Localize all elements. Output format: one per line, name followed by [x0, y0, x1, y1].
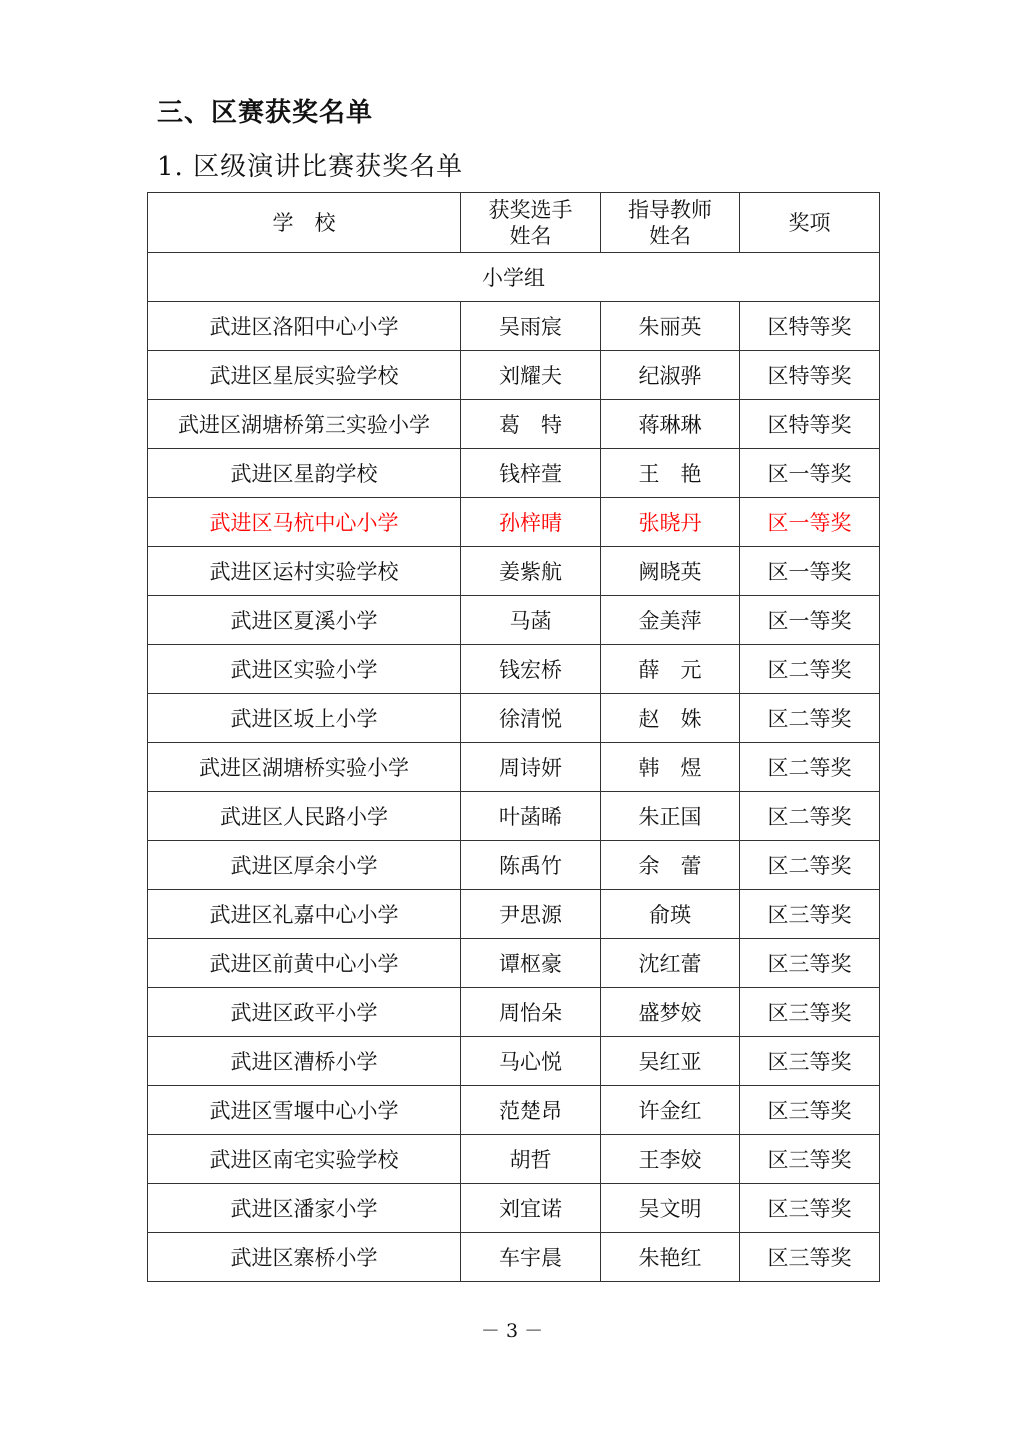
cell-school: 武进区寨桥小学	[148, 1233, 461, 1282]
cell-teacher: 纪淑骅	[601, 351, 740, 400]
cell-teacher: 赵 姝	[601, 694, 740, 743]
table-row	[148, 302, 880, 351]
cell-student: 马菡	[461, 596, 601, 645]
table-row	[148, 1086, 880, 1135]
cell-award: 区三等奖	[740, 1233, 880, 1282]
header-label: 姓名	[509, 223, 552, 248]
cell-award: 区一等奖	[740, 547, 880, 596]
cell-award: 区三等奖	[740, 1184, 880, 1233]
table-row	[148, 890, 880, 939]
table-row	[148, 547, 880, 596]
cell-school: 武进区南宅实验学校	[148, 1135, 461, 1184]
header-label: 奖项	[788, 210, 831, 235]
cell-school: 武进区湖塘桥第三实验小学	[148, 400, 461, 449]
cell-award: 区特等奖	[740, 302, 880, 351]
cell-student: 周诗妍	[461, 743, 601, 792]
cell-teacher: 余 蕾	[601, 841, 740, 890]
cell-student: 葛 特	[461, 400, 601, 449]
cell-school: 武进区潘家小学	[148, 1184, 461, 1233]
cell-teacher: 蒋琳琳	[601, 400, 740, 449]
cell-student: 马心悦	[461, 1037, 601, 1086]
table-row	[148, 645, 880, 694]
table-row	[148, 841, 880, 890]
cell-student: 范楚昂	[461, 1086, 601, 1135]
header-label: 指导教师	[628, 197, 712, 222]
table-row	[148, 743, 880, 792]
cell-award: 区三等奖	[740, 1037, 880, 1086]
table-row	[148, 1184, 880, 1233]
cell-teacher: 朱丽英	[601, 302, 740, 351]
cell-teacher: 沈红蕾	[601, 939, 740, 988]
cell-school: 武进区前黄中心小学	[148, 939, 461, 988]
header-award	[740, 193, 880, 253]
cell-award: 区三等奖	[740, 890, 880, 939]
cell-award: 区三等奖	[740, 1135, 880, 1184]
table-row	[148, 792, 880, 841]
group-row	[148, 253, 880, 302]
cell-student: 吴雨宸	[461, 302, 601, 351]
cell-school: 武进区坂上小学	[148, 694, 461, 743]
header-label: 学 校	[272, 210, 336, 235]
cell-award: 区一等奖	[740, 596, 880, 645]
cell-student: 刘耀夫	[461, 351, 601, 400]
cell-student: 刘宜诺	[461, 1184, 601, 1233]
group-label: 小学组	[148, 253, 880, 302]
cell-teacher: 王 艳	[601, 449, 740, 498]
cell-school: 武进区厚余小学	[148, 841, 461, 890]
cell-award: 区二等奖	[740, 743, 880, 792]
cell-award: 区三等奖	[740, 1086, 880, 1135]
cell-teacher: 盛梦姣	[601, 988, 740, 1037]
cell-award: 区特等奖	[740, 400, 880, 449]
table-row	[148, 351, 880, 400]
cell-teacher: 金美萍	[601, 596, 740, 645]
cell-award: 区三等奖	[740, 988, 880, 1037]
cell-award: 区特等奖	[740, 351, 880, 400]
cell-student: 徐清悦	[461, 694, 601, 743]
table-row	[148, 400, 880, 449]
header-label: 获奖选手	[488, 197, 573, 222]
cell-student: 陈禹竹	[461, 841, 601, 890]
table-row	[148, 1233, 880, 1282]
cell-school: 武进区星辰实验学校	[148, 351, 461, 400]
cell-school: 武进区政平小学	[148, 988, 461, 1037]
cell-student: 周怡朵	[461, 988, 601, 1037]
cell-teacher: 许金红	[601, 1086, 740, 1135]
cell-student: 叶菡晞	[461, 792, 601, 841]
header-school	[148, 193, 461, 253]
cell-student: 孙梓晴	[461, 498, 601, 547]
table-row	[148, 694, 880, 743]
cell-award: 区二等奖	[740, 841, 880, 890]
table-header-row	[148, 193, 880, 253]
cell-student: 钱宏桥	[461, 645, 601, 694]
cell-school: 武进区漕桥小学	[148, 1037, 461, 1086]
cell-teacher: 阙晓英	[601, 547, 740, 596]
table-row	[148, 1135, 880, 1184]
cell-award: 区二等奖	[740, 792, 880, 841]
cell-student: 胡哲	[461, 1135, 601, 1184]
cell-teacher: 吴红亚	[601, 1037, 740, 1086]
cell-student: 姜紫航	[461, 547, 601, 596]
cell-teacher: 王李姣	[601, 1135, 740, 1184]
cell-student: 钱梓萱	[461, 449, 601, 498]
page-number: － 3 －	[480, 1320, 544, 1342]
cell-school: 武进区运村实验学校	[148, 547, 461, 596]
cell-award: 区二等奖	[740, 645, 880, 694]
header-label: 姓名	[649, 223, 691, 248]
header-student	[461, 193, 601, 253]
cell-award: 区一等奖	[740, 498, 880, 547]
cell-teacher: 俞瑛	[601, 890, 740, 939]
table-row	[148, 988, 880, 1037]
section-title: 三、区赛获奖名单	[157, 98, 374, 128]
cell-student: 谭枢豪	[461, 939, 601, 988]
cell-award: 区一等奖	[740, 449, 880, 498]
cell-school: 武进区湖塘桥实验小学	[148, 743, 461, 792]
table-row	[148, 1037, 880, 1086]
subsection-title: 1. 区级演讲比赛获奖名单	[157, 152, 464, 182]
cell-school: 武进区雪堰中心小学	[148, 1086, 461, 1135]
cell-school: 武进区夏溪小学	[148, 596, 461, 645]
cell-teacher: 张晓丹	[601, 498, 740, 547]
table-row	[148, 449, 880, 498]
cell-student: 尹思源	[461, 890, 601, 939]
cell-school: 武进区实验小学	[148, 645, 461, 694]
cell-teacher: 吴文明	[601, 1184, 740, 1233]
table-row	[148, 596, 880, 645]
cell-school: 武进区礼嘉中心小学	[148, 890, 461, 939]
cell-school: 武进区人民路小学	[148, 792, 461, 841]
cell-award: 区二等奖	[740, 694, 880, 743]
cell-student: 车宇晨	[461, 1233, 601, 1282]
header-teacher	[601, 193, 740, 253]
cell-school: 武进区马杭中心小学	[148, 498, 461, 547]
cell-school: 武进区洛阳中心小学	[148, 302, 461, 351]
cell-award: 区三等奖	[740, 939, 880, 988]
cell-teacher: 朱正国	[601, 792, 740, 841]
cell-teacher: 韩 煜	[601, 743, 740, 792]
cell-teacher: 薛 元	[601, 645, 740, 694]
table-row	[148, 498, 880, 547]
awards-table	[147, 192, 880, 1282]
table-row	[148, 939, 880, 988]
cell-school: 武进区星韵学校	[148, 449, 461, 498]
cell-teacher: 朱艳红	[601, 1233, 740, 1282]
